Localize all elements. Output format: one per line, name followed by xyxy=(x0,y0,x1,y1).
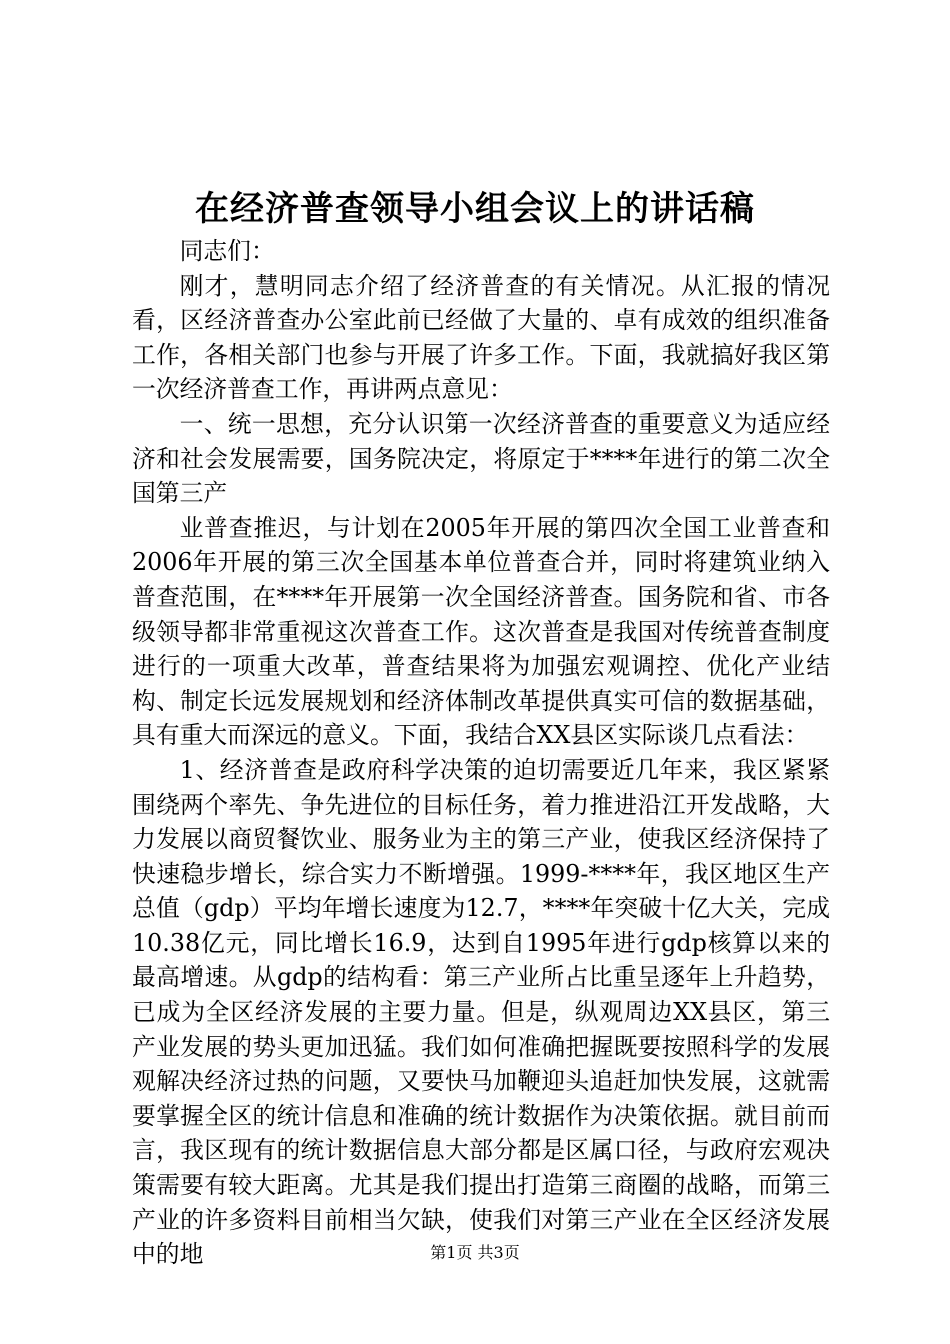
page-number-footer: 第1页 共3页 xyxy=(430,1243,520,1262)
salutation-paragraph: 同志们： xyxy=(179,237,275,265)
document-body xyxy=(132,234,830,1272)
document-title: 在经济普查领导小组会议上的讲话稿 xyxy=(195,189,755,229)
intro-paragraph: 刚才，慧明同志介绍了经济普查的有关情况。从汇报的情况看，区经济普查办公室此前已经做了大量的、卓有成效的组织准备工作，各相关部门也参与开展了许多工作。下面，我就搞好我区第一次经济普查工作，再讲两点意见： xyxy=(132,271,830,404)
point-one-paragraph: 1、经济普查是政府科学决策的迫切需要近几年来，我区紧紧围绕两个率先、争先进位的目标任务，着力推进沿江开发战略，大力发展以商贸餐饮业、服务业为主的第三产业，使我区经济保持了快速稳步增长，综合实力不断增强。1999-****年，我区地区生产总值（gdp）平均年增长速度为12.7，****年突破十亿大关，完成10.38亿元，同比增长16.9，达到自1995年进行gdp核算以来的最高增速。从gdp的结构看：第三产业所占比重呈逐年上升趋势，已成为全区经济发展的主要力量。但是，纵观周边XX县区，第三产业发展的势头更加迅猛。我们如何准确把握既要按照科学的发展观解决经济过热的问题，又要快马加鞭迎头追赶加快发展，这就需要掌握全区的统计信息和准确的统计数据作为决策依据。就目前而言，我区现有的统计数据信息大部分都是区属口径，与政府宏观决策需要有较大距离。尤其是我们提出打造第三商圈的战略，而第三产业的许多资料目前相当欠缺，使我们对第三产业在全区经济发展中的地 xyxy=(132,755,830,1269)
section-one-paragraph: 一、统一思想，充分认识第一次经济普查的重要意义为适应经济和社会发展需要，国务院决定，将原定于****年进行的第二次全国第三产 xyxy=(132,409,830,508)
census-background-paragraph: 业普查推迟，与计划在2005年开展的第四次全国工业普查和2006年开展的第三次全国基本单位普查合并，同时将建筑业纳入普查范围，在****年开展第一次全国经济普查。国务院和省、市各级领导都非常重视这次普查工作。这次普查是我国对传统普查制度进行的一项重大改革，普查结果将为加强宏观调控、优化产业结构、制定长远发展规划和经济体制改革提供真实可信的数据基础，具有重大而深远的意义。下面，我结合XX县区实际谈几点看法： xyxy=(132,513,830,750)
